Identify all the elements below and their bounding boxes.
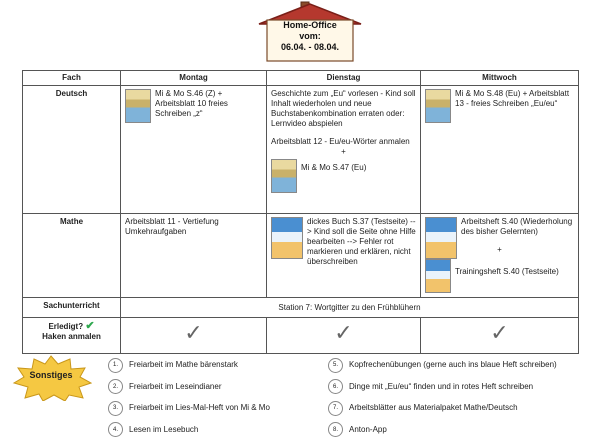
subject-sachunterricht: Sachunterricht (23, 298, 121, 318)
mathe-montag: Arbeitsblatt 11 - Vertiefung Umkehraufgaben (121, 214, 267, 298)
subject-mathe: Mathe (23, 214, 121, 298)
list-item-text: Kopfrechenübungen (gerne auch ins blaue Heft schreiben) (349, 360, 557, 369)
col-header-montag: Montag (121, 71, 267, 86)
check-dienstag[interactable]: ✓ (267, 318, 421, 354)
deutsch-mittwoch-text: Mi & Mo S.48 (Eu) + Arbeitsblatt 13 - freies Schreiben „Eu/eu“ (455, 89, 570, 108)
list-item-text: Freiarbeit im Mathe bärenstark (129, 360, 238, 369)
table-header-row (23, 71, 579, 86)
list-item-text: Lesen im Lesebuch (129, 424, 199, 434)
list-item (328, 378, 557, 396)
row-deutsch (23, 86, 579, 214)
header-line-2: vom: (299, 31, 321, 41)
subject-erledigt (23, 318, 121, 354)
list-number: 6. (328, 379, 343, 394)
col-header-dienstag: Dienstag (267, 71, 421, 86)
deutsch-dienstag-text-1: Geschichte zum „Eu“ vorlesen - Kind soll Inhalt wiederholen und neue Buchstabenkombination erraten oder: Lernvideo abspielen (271, 89, 416, 128)
list-item-text: Dinge mit „Eu/eu“ finden und in rotes Heft schreiben (349, 381, 534, 391)
house-header (255, 0, 365, 62)
green-check-icon: ✔ (85, 320, 95, 332)
arbeitsheft-icon (425, 217, 457, 259)
col-header-mittwoch: Mittwoch (421, 71, 579, 86)
trainingsheft-icon (425, 259, 451, 293)
list-item (328, 399, 557, 417)
deutsch-dienstag-text-2: Arbeitsblatt 12 - Eu/eu-Wörter anmalen (271, 137, 410, 146)
mathe-dienstag-text: dickes Buch S.37 (Testseite) --> Kind soll die Seite ohne Hilfe bearbeiten --> Fehler rot markieren und erklären, nicht überschreiben (307, 217, 416, 266)
erledigt-label: Erledigt? (48, 322, 84, 331)
header-line-3: 06.04. - 08.04. (280, 42, 340, 52)
check-montag[interactable]: ✓ (121, 318, 267, 354)
row-sachunterricht (23, 298, 579, 318)
list-item-text: Freiarbeit im Lies-Mal-Heft von Mi & Mo (129, 403, 270, 412)
sonstiges-list-left (108, 356, 270, 442)
list-number: 4. (108, 422, 123, 437)
list-number: 3. (108, 401, 123, 416)
list-number: 1. (108, 358, 123, 373)
list-item (108, 356, 270, 374)
deutsch-dienstag (267, 86, 421, 214)
deutsch-montag (121, 86, 267, 214)
house-title (255, 20, 365, 53)
check-mittwoch[interactable]: ✓ (421, 318, 579, 354)
book-math-icon (271, 217, 303, 259)
weekly-plan-table (22, 70, 579, 354)
deutsch-mittwoch (421, 86, 579, 214)
sachunterricht-text: Station 7: Wortgitter zu den Frühblühern (121, 298, 579, 318)
book-mimo-icon (425, 89, 451, 123)
col-header-fach: Fach (23, 71, 121, 86)
row-mathe (23, 214, 579, 298)
deutsch-dienstag-text-3: Mi & Mo S.47 (Eu) (301, 163, 367, 172)
mathe-mittwoch-plus: + (497, 245, 502, 254)
deutsch-dienstag-plus: + (341, 147, 346, 156)
mathe-dienstag (267, 214, 421, 298)
header-line-1: Home-Office (283, 20, 337, 30)
book-mimo-icon (271, 159, 297, 193)
list-item-text: Anton-App (349, 424, 387, 434)
list-item-text: Arbeitsblätter aus Materialpaket Mathe/Deutsch (349, 403, 518, 412)
mathe-mittwoch-text-1: Arbeitsheft S.40 (Wiederholung des bisher Gelernten) (461, 217, 573, 236)
book-mimo-icon (125, 89, 151, 123)
list-item (108, 378, 270, 396)
sonstiges-title: Sonstiges (29, 370, 73, 380)
sonstiges-list-right (328, 356, 557, 442)
list-number: 2. (108, 379, 123, 394)
deutsch-montag-text: Mi & Mo S.46 (Z) + Arbeitsblatt 10 freies Schreiben „z“ (155, 89, 228, 118)
list-number: 5. (328, 358, 343, 373)
list-item (108, 399, 270, 417)
mathe-mittwoch-text-2: Trainingsheft S.40 (Testseite) (455, 267, 559, 276)
subject-deutsch: Deutsch (23, 86, 121, 214)
list-number: 8. (328, 422, 343, 437)
list-item-text: Freiarbeit im Leseindianer (129, 381, 222, 391)
haken-label: Haken anmalen (42, 332, 101, 341)
list-item (328, 356, 557, 374)
list-number: 7. (328, 401, 343, 416)
mathe-mittwoch (421, 214, 579, 298)
row-erledigt (23, 318, 579, 354)
